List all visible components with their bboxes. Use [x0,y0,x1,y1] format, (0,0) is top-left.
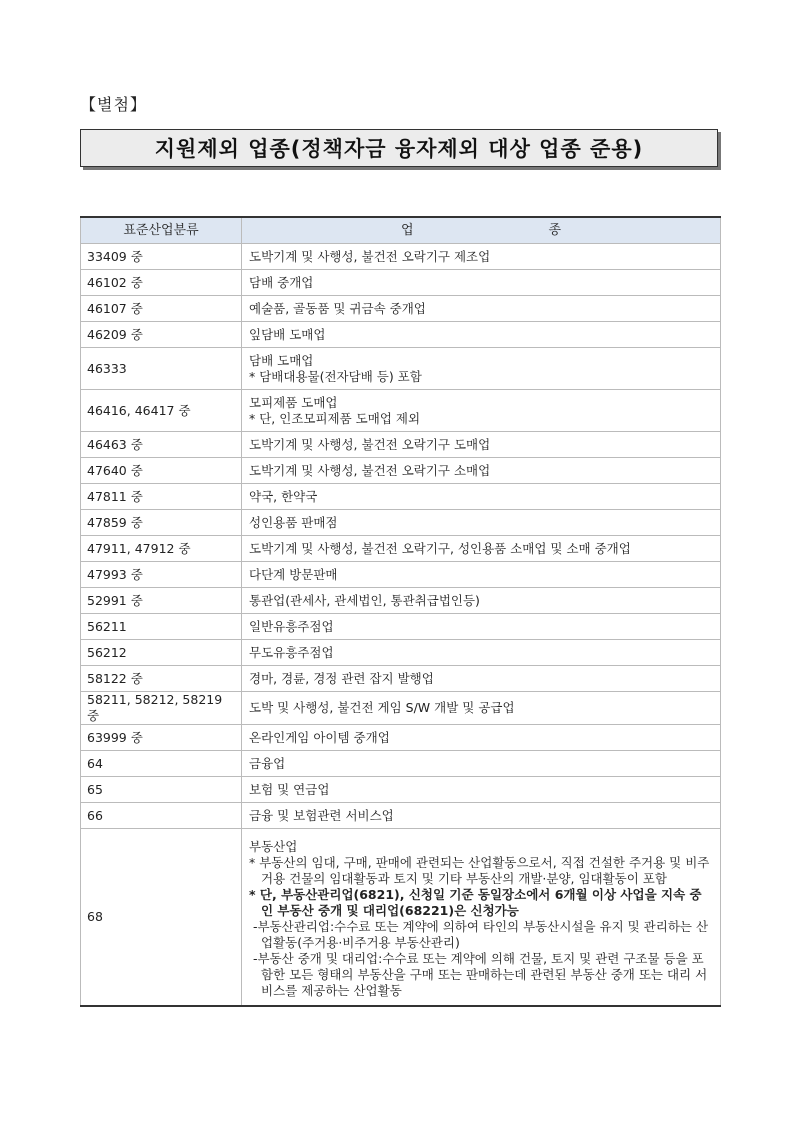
industry-name: 무도유흥주점업 [249,644,334,660]
industry-sub-note: -부동산 중개 및 대리업:수수료 또는 계약에 의해 건물, 토지 및 관련 구조물 등을 포함한 모든 형태의 부동산을 구매 또는 판매하는데 관련된 부동산 중개 또는 대리 서비스를 제공하는 산업활동 [253,951,708,998]
table-row [81,390,721,432]
industry-name: 도박기계 및 사행성, 불건전 오락기구 도매업 [249,436,491,452]
industry-code: 47911, 47912 중 [81,536,242,562]
header-classification-code: 표준산업분류 [81,217,242,244]
industry-name-cell [242,666,721,692]
industry-note: * 단, 인조모피제품 도매업 제외 [249,410,421,426]
industry-name: 성인용품 판매점 [249,514,338,530]
industry-code: 58122 중 [81,666,242,692]
industry-code: 65 [81,777,242,803]
industry-name-cell [242,640,721,666]
industry-code: 46107 중 [81,296,242,322]
header-industry-char-2: 종 [548,222,561,238]
industry-name: 도박기계 및 사행성, 불건전 오락기구 제조업 [249,248,491,264]
table-row [81,751,721,777]
industry-code: 64 [81,751,242,777]
table-row [81,588,721,614]
industry-code: 47811 중 [81,484,242,510]
industry-name-cell [242,829,721,1007]
industry-name-cell [242,536,721,562]
industry-code: 66 [81,803,242,829]
table-row [81,432,721,458]
industry-code: 47640 중 [81,458,242,484]
industry-name: 약국, 한약국 [249,488,318,504]
industry-code: 63999 중 [81,725,242,751]
table-row [81,562,721,588]
industry-code: 56212 [81,640,242,666]
industry-name-cell [242,614,721,640]
industry-name: 온라인게임 아이템 중개업 [249,729,390,745]
industry-name-cell [242,510,721,536]
industry-code: 47859 중 [81,510,242,536]
industry-code: 46209 중 [81,322,242,348]
industry-name-cell [242,432,721,458]
industry-name: 도박 및 사행성, 불건전 게임 S/W 개발 및 공급업 [249,700,515,715]
table-row [81,614,721,640]
industry-name-cell [242,458,721,484]
industry-code: 56211 [81,614,242,640]
industry-code: 46102 중 [81,270,242,296]
table-row [81,322,721,348]
industry-name: 일반유흥주점업 [249,618,334,634]
header-industry [242,217,721,244]
industry-name-cell [242,244,721,270]
document-title-text: 지원제외 업종(정책자금 융자제외 대상 업종 준용) [154,137,644,161]
industry-code: 46463 중 [81,432,242,458]
table-row [81,270,721,296]
industry-name-cell [242,588,721,614]
industry-code: 46333 [81,348,242,390]
industry-name: 다단계 방문판매 [249,566,338,582]
industry-name-cell [242,751,721,777]
industry-code: 46416, 46417 중 [81,390,242,432]
industry-name-cell [242,803,721,829]
table-row-real-estate [81,829,721,1007]
table-row [81,777,721,803]
table-row [81,296,721,322]
industry-name: 경마, 경륜, 경정 관련 잡지 발행업 [249,670,434,686]
industry-name-cell [242,270,721,296]
industry-sub-note: -부동산관리업:수수료 또는 계약에 의하여 타인의 부동산시설을 유지 및 관리하는 산업활동(주거용·비주거용 부동산관리) [253,919,709,950]
industry-name: 잎담배 도매업 [249,326,326,342]
excluded-industry-table [80,216,721,1007]
table-row [81,536,721,562]
industry-name: 예술품, 골동품 및 귀금속 중개업 [249,300,426,316]
industry-name-cell [242,390,721,432]
industry-code: 47993 중 [81,562,242,588]
industry-name: 모피제품 도매업 [249,394,338,410]
industry-name: 부동산업 [249,839,298,854]
table-header-row [81,217,721,244]
header-industry-char-1: 업 [401,222,414,238]
table-row [81,666,721,692]
industry-name: 도박기계 및 사행성, 불건전 오락기구 소매업 [249,462,491,478]
table-row [81,458,721,484]
industry-code: 68 [81,829,242,1007]
table-row [81,510,721,536]
industry-note: * 부동산의 임대, 구매, 판매에 관련되는 산업활동으로서, 직접 건설한 주거용 및 비주거용 건물의 임대활동과 토지 및 기타 부동산의 개발·분양, 임대활동이 포함 [249,855,710,886]
industry-note: * 담배대용물(전자담배 등) 포함 [249,368,422,384]
annex-label: 【별첨】 [80,95,147,114]
industry-name-cell [242,562,721,588]
table-row [81,803,721,829]
industry-code: 52991 중 [81,588,242,614]
industry-name-cell [242,348,721,390]
industry-name-cell [242,322,721,348]
document-title [80,129,718,167]
table-row [81,244,721,270]
table-row [81,348,721,390]
industry-name: 금융 및 보험관련 서비스업 [249,807,394,823]
industry-name-cell [242,296,721,322]
industry-name: 보험 및 연금업 [249,781,330,797]
industry-name-cell [242,777,721,803]
industry-exception-note: * 단, 부동산관리업(6821), 신청일 기준 동일장소에서 6개월 이상 사업을 지속 중인 부동산 중개 및 대리업(68221)은 신청가능 [249,887,702,918]
industry-name: 금융업 [249,755,286,771]
industry-name: 도박기계 및 사행성, 불건전 오락기구, 성인용품 소매업 및 소매 중개업 [249,540,631,556]
industry-name: 통관업(관세사, 관세법인, 통관취급법인등) [249,592,480,608]
industry-name-cell [242,725,721,751]
industry-name-cell [242,484,721,510]
table-row [81,640,721,666]
table-row [81,484,721,510]
table-row [81,725,721,751]
industry-name-cell [242,692,721,725]
industry-code: 58211, 58212, 58219 중 [81,692,242,725]
industry-name: 담배 도매업 [249,352,314,368]
industry-name: 담배 중개업 [249,274,314,290]
industry-code: 33409 중 [81,244,242,270]
table-row [81,692,721,725]
